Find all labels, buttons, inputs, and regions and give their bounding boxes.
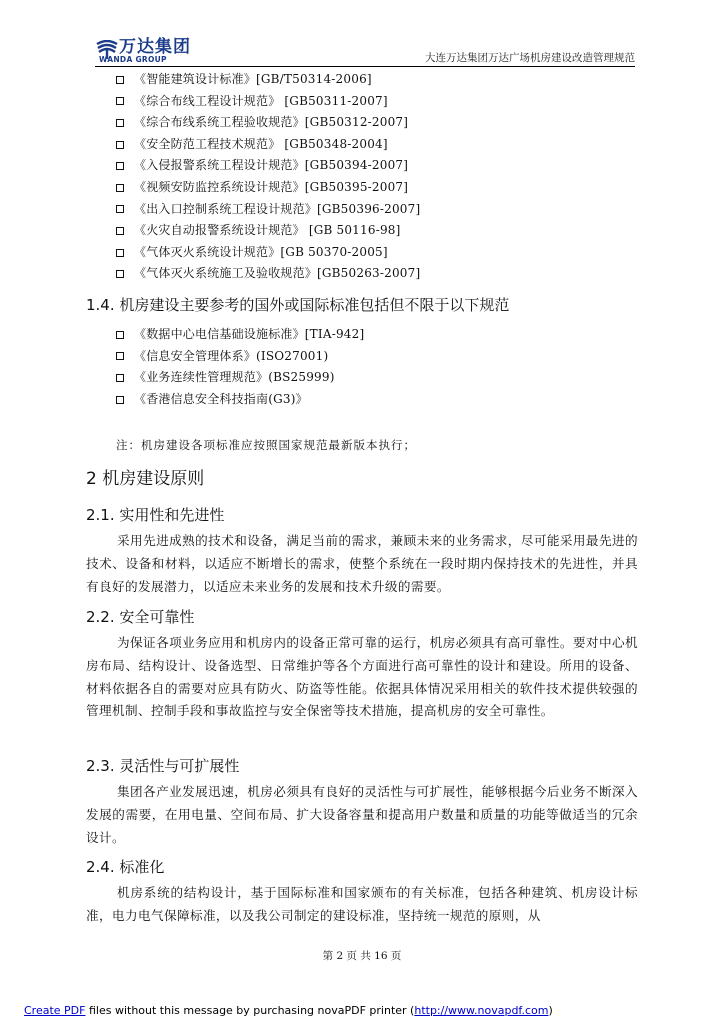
domestic-standards-list	[116, 69, 420, 285]
chapter-heading-2: 2 机房建设原则	[86, 469, 205, 489]
logo-subtitle: WANDA GROUP	[99, 55, 167, 64]
list-item: 《气体灭火系统设计规范》[GB 50370-2005]	[116, 242, 420, 264]
list-item: 《数据中心电信基础设施标准》[TIA-942]	[116, 324, 364, 346]
checkbox-bullet-icon	[116, 396, 124, 404]
wanda-logo	[95, 38, 205, 66]
watermark-text: files without this message by purchasing novaPDF printer (	[85, 1004, 415, 1017]
list-item: 《火灾自动报警系统设计规范》 [GB 50116-98]	[116, 220, 420, 242]
checkbox-bullet-icon	[116, 352, 124, 360]
note-text: 注：机房建设各项标准应按照国家规范最新版本执行；	[116, 438, 416, 452]
section-heading-2-2: 2.2. 安全可靠性	[86, 608, 195, 626]
section-heading-1-4: 1.4. 机房建设主要参考的国外或国际标准包括但不限于以下规范	[86, 296, 510, 314]
checkbox-bullet-icon	[116, 162, 124, 170]
checkbox-bullet-icon	[116, 97, 124, 105]
checkbox-bullet-icon	[116, 249, 124, 257]
checkbox-bullet-icon	[116, 374, 124, 382]
create-pdf-link[interactable]: Create PDF	[24, 1004, 86, 1017]
section-2-1-body: 采用先进成熟的技术和设备，满足当前的需求，兼顾未来的业务需求，尽可能采用最先进的技术、设备和材料，以适应不断增长的需求，使整个系统在一段时期内保持技术的先进性，并具有良好的发展潜力，以适应未来业务的发展和技术升级的需要。	[86, 533, 638, 594]
list-item: 《香港信息安全科技指南(G3)》	[116, 389, 364, 411]
section-2-4-body: 机房系统的结构设计，基于国际标准和国家颁布的有关标准，包括各种建筑、机房设计标准，电力电气保障标准，以及我公司制定的建设标准，坚持统一规范的原则，从	[86, 885, 638, 923]
checkbox-bullet-icon	[116, 119, 124, 127]
checkbox-bullet-icon	[116, 270, 124, 278]
section-2-3-body: 集团各产业发展迅速，机房必须具有良好的灵活性与可扩展性，能够根据今后业务不断深入发展的需要，在用电量、空间布局、扩大设备容量和提高用户数量和质量的功能等做适当的冗余设计。	[86, 784, 638, 845]
list-item: 《业务连续性管理规范》(BS25999)	[116, 367, 364, 389]
list-item: 《安全防范工程技术规范》 [GB50348-2004]	[116, 134, 420, 156]
list-item: 《出入口控制系统工程设计规范》[GB50396-2007]	[116, 199, 420, 221]
novapdf-watermark	[24, 1004, 553, 1017]
section-heading-2-3: 2.3. 灵活性与可扩展性	[86, 757, 240, 775]
checkbox-bullet-icon	[116, 331, 124, 339]
checkbox-bullet-icon	[116, 227, 124, 235]
logo-text: 万达集团	[119, 37, 191, 57]
section-2-2-body: 为保证各项业务应用和机房内的设备正常可靠的运行，机房必须具有高可靠性。要对中心机房布局、结构设计、设备选型、日常维护等各个方面进行高可靠性的设计和建设。所用的设备、材料依据各自的需要对应具有防火、防盗等性能。依据具体情况采用相关的软件技术提供较强的管理机制、控制手段和事故监控与安全保密等技术措施，提高机房的安全可靠性。	[86, 635, 638, 719]
list-item: 《综合布线系统工程验收规范》[GB50312-2007]	[116, 112, 420, 134]
list-item: 《入侵报警系统工程设计规范》[GB50394-2007]	[116, 155, 420, 177]
list-item: 《气体灭火系统施工及验收规范》[GB50263-2007]	[116, 263, 420, 285]
document-title: 大连万达集团万达广场机房建设改造管理规范	[425, 52, 635, 64]
checkbox-bullet-icon	[116, 205, 124, 213]
section-heading-2-4: 2.4. 标准化	[86, 858, 165, 876]
section-heading-2-1: 2.1. 实用性和先进性	[86, 506, 225, 524]
novapdf-url-link[interactable]: http://www.novapdf.com	[414, 1004, 549, 1017]
list-item: 《信息安全管理体系》(ISO27001)	[116, 346, 364, 368]
intl-standards-list	[116, 324, 364, 410]
page-header	[95, 38, 635, 67]
list-item: 《智能建筑设计标准》[GB/T50314-2006]	[116, 69, 420, 91]
page-number: 第 2 页 共 16 页	[322, 950, 402, 962]
list-item: 《视频安防监控系统设计规范》[GB50395-2007]	[116, 177, 420, 199]
watermark-end: )	[548, 1004, 553, 1017]
list-item: 《综合布线工程设计规范》 [GB50311-2007]	[116, 91, 420, 113]
checkbox-bullet-icon	[116, 141, 124, 149]
checkbox-bullet-icon	[116, 76, 124, 84]
checkbox-bullet-icon	[116, 184, 124, 192]
